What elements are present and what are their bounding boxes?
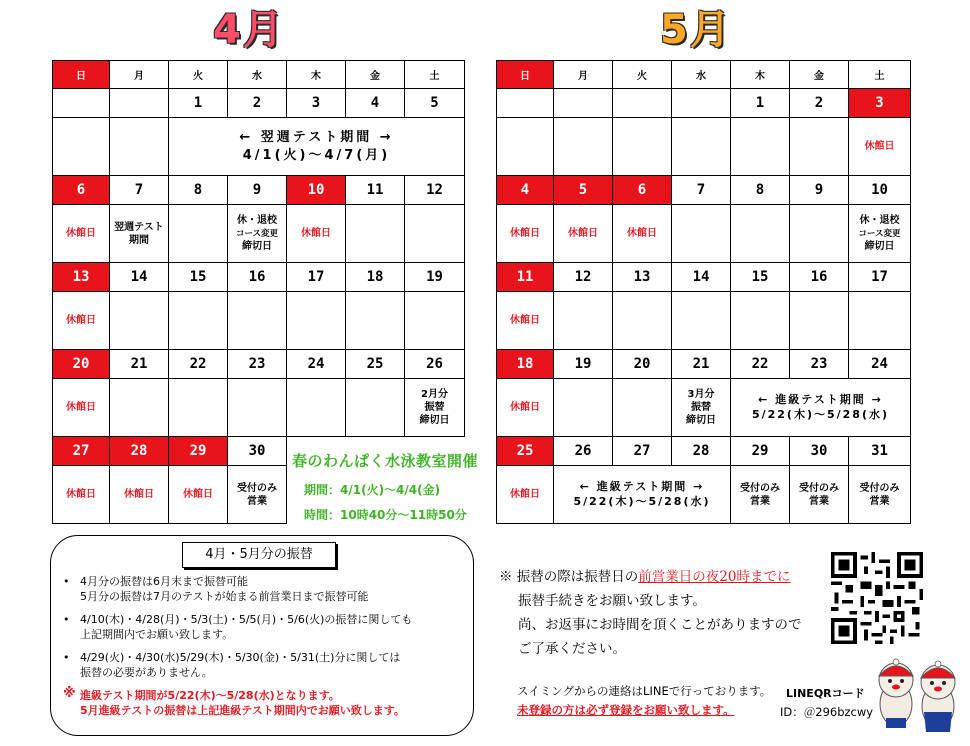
- date-cell: 20: [53, 350, 110, 379]
- note-line: 締切日: [864, 241, 895, 253]
- date-cell: 31: [849, 437, 911, 466]
- note-line: 振替: [424, 402, 445, 413]
- note-cell: [790, 292, 849, 350]
- note-cell: [554, 379, 613, 437]
- weekday-fri: 金: [346, 61, 405, 89]
- date-cell: [554, 89, 613, 118]
- date-cell: 11: [497, 263, 554, 292]
- note-cell: [731, 466, 790, 524]
- note-line: 期間: [129, 234, 149, 246]
- date-cell: 28: [672, 437, 731, 466]
- date-cell: 10: [287, 176, 346, 205]
- note-mark-icon: ※: [499, 569, 513, 585]
- april-title: 4月: [213, 7, 285, 53]
- date-cell: 26: [554, 437, 613, 466]
- date-cell: 8: [169, 176, 228, 205]
- note-cell: [169, 205, 228, 263]
- closed-day-note: 休館日: [849, 118, 911, 176]
- note-cell: [228, 379, 287, 437]
- note-cell: [849, 466, 911, 524]
- date-cell: 21: [672, 350, 731, 379]
- note-cell: [731, 118, 790, 176]
- weekday-sat: 土: [405, 61, 465, 89]
- may-title: 5月: [660, 7, 732, 53]
- closed-day-note: 休館日: [169, 466, 228, 524]
- note-line: 休・退校: [859, 214, 900, 226]
- date-cell: 18: [346, 263, 405, 292]
- date-cell: 3: [849, 89, 911, 118]
- date-cell: 19: [554, 350, 613, 379]
- note-line: 営業: [750, 495, 770, 507]
- note-cell: [228, 466, 287, 524]
- line-qr-code[interactable]: [831, 552, 923, 644]
- note-line: コース変更: [858, 228, 901, 239]
- note-cell: [405, 205, 465, 263]
- test-period-note: [169, 118, 465, 176]
- date-cell: 1: [169, 89, 228, 118]
- note-line: 営業: [869, 495, 890, 507]
- date-cell: 10: [849, 176, 911, 205]
- note-cell: [731, 205, 790, 263]
- mascot-characters-icon: [866, 652, 966, 736]
- date-cell: 2: [228, 89, 287, 118]
- date-cell: 14: [110, 263, 169, 292]
- date-cell: 15: [731, 263, 790, 292]
- date-cell: 8: [731, 176, 790, 205]
- closed-day-note: 休館日: [53, 379, 110, 437]
- line-qr-label: LINEQRコード: [786, 687, 865, 700]
- date-cell: 22: [731, 350, 790, 379]
- date-cell: 18: [497, 350, 554, 379]
- date-cell: 5: [405, 89, 465, 118]
- note-cell: [790, 118, 849, 176]
- date-cell: 24: [287, 350, 346, 379]
- line-register-text: 未登録の方は必ず登録をお願い致します。: [517, 703, 735, 717]
- date-cell: 23: [228, 350, 287, 379]
- date-cell: 6: [613, 176, 672, 205]
- advancement-test-label: ← 進級テスト期間 →: [758, 392, 883, 406]
- date-cell: 13: [53, 263, 110, 292]
- bullet-icon: •: [63, 613, 70, 626]
- note-cell: [110, 118, 169, 176]
- event-time: 時間：10時40分～11時50分: [304, 508, 467, 522]
- weekday-sun: 日: [53, 61, 110, 89]
- furikae-title: 4月・5月分の振替: [182, 542, 336, 568]
- notice-line: 尚、お返事にお時間を頂くことがありますので: [518, 617, 802, 633]
- bullet-icon: •: [63, 575, 70, 588]
- notice-line: ご了承ください。: [518, 641, 626, 657]
- advancement-test-note: [554, 466, 731, 524]
- furikae-line: 4/10(木)・4/28(月)・5/3(土)・5/5(月)・5/6(火)の振替に関しても: [80, 613, 413, 626]
- line-id: ID：＠296bzcwy: [780, 705, 874, 719]
- date-cell: 2: [790, 89, 849, 118]
- date-cell: 12: [554, 263, 613, 292]
- date-cell: 6: [53, 176, 110, 205]
- note-line: 締切日: [686, 415, 716, 426]
- event-title: 春のわんぱく水泳教室開催: [292, 452, 479, 470]
- furikae-item-3: [80, 650, 400, 680]
- date-cell: 13: [613, 263, 672, 292]
- note-cell: [346, 205, 405, 263]
- weekday-mon: 月: [110, 61, 169, 89]
- note-line: 翌週テスト: [114, 221, 164, 233]
- notice-line: 振替の際は振替日の: [516, 569, 639, 585]
- note-line: 振替: [691, 402, 711, 413]
- note-cell: [287, 292, 346, 350]
- furikae-line: 4月分の振替は6月末まで振替可能: [80, 575, 248, 588]
- date-cell: 30: [228, 437, 287, 466]
- weekday-wed: 水: [228, 61, 287, 89]
- date-cell: [53, 89, 110, 118]
- furikae-item-2: [80, 612, 412, 642]
- furikae-line: 振替の必要がありません。: [80, 666, 213, 679]
- note-cell: [53, 118, 110, 176]
- notice-line: 振替手続きをお願い致します。: [518, 593, 706, 609]
- date-cell: [110, 89, 169, 118]
- date-cell: 22: [169, 350, 228, 379]
- date-cell: 5: [554, 176, 613, 205]
- date-cell: 7: [672, 176, 731, 205]
- note-cell: [228, 205, 287, 263]
- note-cell: [169, 379, 228, 437]
- date-cell: 14: [672, 263, 731, 292]
- note-cell: [287, 379, 346, 437]
- note-cell: [672, 118, 731, 176]
- note-line: 営業: [247, 495, 267, 507]
- furikae-item-4: [80, 688, 405, 718]
- test-period-range: 4/1(火)～4/7(月): [242, 147, 391, 163]
- note-cell: [613, 379, 672, 437]
- date-cell: 21: [110, 350, 169, 379]
- may-calendar: [496, 60, 911, 524]
- note-line: 2月分: [421, 389, 448, 400]
- note-cell: [672, 205, 731, 263]
- advancement-test-note: [731, 379, 911, 437]
- date-cell: 28: [110, 437, 169, 466]
- bullet-icon: •: [63, 651, 70, 664]
- notice-deadline: 前営業日の夜20時までに: [638, 569, 791, 585]
- advancement-test-range: 5/22(木)～5/28(水): [751, 407, 890, 421]
- weekday-fri: 金: [790, 61, 849, 89]
- furikae-notice: [499, 565, 802, 661]
- note-cell: [405, 292, 465, 350]
- date-cell: 30: [790, 437, 849, 466]
- note-cell: [346, 292, 405, 350]
- advancement-test-range: 5/22(木)～5/28(水): [573, 494, 711, 508]
- date-cell: 12: [405, 176, 465, 205]
- date-cell: 17: [849, 263, 911, 292]
- note-line: 受付のみ: [799, 482, 839, 494]
- date-cell: 4: [346, 89, 405, 118]
- note-line: 受付のみ: [740, 482, 780, 494]
- date-cell: 29: [731, 437, 790, 466]
- date-cell: 27: [613, 437, 672, 466]
- note-line: 受付のみ: [859, 482, 900, 494]
- furikae-line: 進級テスト期間が5/22(木)～5/28(水)となります。: [80, 689, 340, 702]
- event-period: 期間：4/1(火)～4/4(金): [304, 483, 441, 497]
- note-cell: [849, 205, 911, 263]
- weekday-thu: 木: [731, 61, 790, 89]
- note-cell: [110, 379, 169, 437]
- date-cell: 17: [287, 263, 346, 292]
- furikae-line: 5月進級テストの振替は上記進級テスト期間内でお願い致します。: [80, 704, 405, 717]
- note-cell: [613, 292, 672, 350]
- date-cell: 7: [110, 176, 169, 205]
- date-cell: 4: [497, 176, 554, 205]
- weekday-sat: 土: [849, 61, 911, 89]
- weekday-tue: 火: [613, 61, 672, 89]
- furikae-line: 4/29(火)・4/30(水)5/29(木)・5/30(金)・5/31(土)分に関しては: [80, 651, 401, 664]
- closed-day-note: 休館日: [497, 466, 554, 524]
- date-cell: 25: [497, 437, 554, 466]
- note-cell: [672, 292, 731, 350]
- note-cell: [790, 466, 849, 524]
- test-period-label: ← 翌週テスト期間 →: [239, 129, 394, 145]
- note-cell: [346, 379, 405, 437]
- date-cell: 23: [790, 350, 849, 379]
- closed-day-note: 休館日: [613, 205, 672, 263]
- note-cell: [110, 205, 169, 263]
- date-cell: 1: [731, 89, 790, 118]
- weekday-thu: 木: [287, 61, 346, 89]
- date-cell: 15: [169, 263, 228, 292]
- note-line: 受付のみ: [237, 482, 277, 494]
- note-line: 営業: [809, 495, 829, 507]
- date-cell: [672, 89, 731, 118]
- date-cell: [613, 89, 672, 118]
- closed-day-note: 休館日: [497, 292, 554, 350]
- date-cell: 25: [346, 350, 405, 379]
- note-cell: [110, 292, 169, 350]
- closed-day-note: 休館日: [110, 466, 169, 524]
- note-cell: [228, 292, 287, 350]
- weekday-mon: 月: [554, 61, 613, 89]
- furikae-line: 5月分の振替は7月のテストが始まる前営業日まで振替可能: [80, 590, 369, 603]
- date-cell: 27: [53, 437, 110, 466]
- date-cell: 3: [287, 89, 346, 118]
- closed-day-note: 休館日: [497, 379, 554, 437]
- date-cell: 26: [405, 350, 465, 379]
- closed-day-note: 休館日: [53, 466, 110, 524]
- date-cell: 11: [346, 176, 405, 205]
- line-contact-text: スイミングからの連絡はLINEで行っております。: [517, 684, 772, 698]
- note-cell: [405, 379, 465, 437]
- note-cell: [497, 118, 554, 176]
- weekday-tue: 火: [169, 61, 228, 89]
- date-cell: 9: [228, 176, 287, 205]
- note-cell: [731, 292, 790, 350]
- date-cell: 9: [790, 176, 849, 205]
- note-cell: [613, 118, 672, 176]
- note-cell: [169, 292, 228, 350]
- closed-day-note: 休館日: [53, 292, 110, 350]
- note-mark-icon: ※: [63, 686, 76, 701]
- note-line: 締切日: [419, 415, 450, 426]
- weekday-wed: 水: [672, 61, 731, 89]
- note-cell: [554, 292, 613, 350]
- note-line: コース変更: [235, 228, 279, 239]
- date-cell: 16: [228, 263, 287, 292]
- note-cell: [849, 292, 911, 350]
- date-cell: [497, 89, 554, 118]
- date-cell: 20: [613, 350, 672, 379]
- furikae-line: 上記期間内でお願い致します。: [80, 628, 234, 641]
- note-cell: [790, 205, 849, 263]
- note-line: 休・退校: [237, 214, 277, 226]
- date-cell: 29: [169, 437, 228, 466]
- closed-day-note: 休館日: [287, 205, 346, 263]
- date-cell: 24: [849, 350, 911, 379]
- closed-day-note: 休館日: [53, 205, 110, 263]
- advancement-test-label: ← 進級テスト期間 →: [579, 479, 705, 493]
- note-cell: [554, 118, 613, 176]
- date-cell: 16: [790, 263, 849, 292]
- closed-day-note: 休館日: [497, 205, 554, 263]
- furikae-item-1: [80, 574, 369, 604]
- note-cell: [672, 379, 731, 437]
- note-line: 3月分: [687, 389, 715, 400]
- closed-day-note: 休館日: [554, 205, 613, 263]
- weekday-sun: 日: [497, 61, 554, 89]
- note-line: 締切日: [242, 241, 272, 253]
- date-cell: 19: [405, 263, 465, 292]
